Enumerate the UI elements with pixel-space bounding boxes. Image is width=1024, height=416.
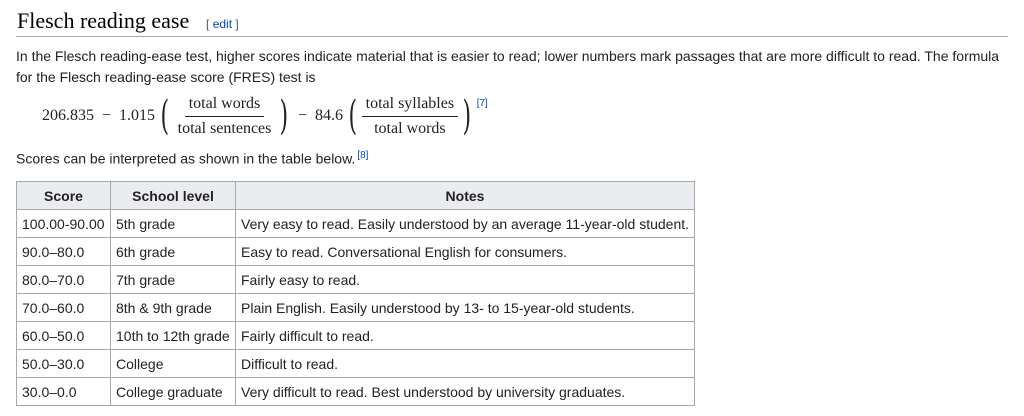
cell-notes: Difficult to read. — [236, 350, 695, 378]
edit-section — [206, 17, 239, 31]
reference-link-8[interactable]: [8] — [357, 150, 369, 161]
formula-fraction-syllables-per-word — [362, 94, 458, 139]
fres-formula — [40, 90, 488, 142]
formula-coefficient-1: 1.015 — [119, 107, 156, 124]
section-heading — [16, 6, 1008, 37]
cell-score: 100.00-90.00 — [17, 210, 111, 238]
section-title: Flesch reading ease — [17, 8, 190, 33]
formula-open-paren-1: ( — [160, 93, 170, 139]
cell-score: 50.0–30.0 — [17, 350, 111, 378]
scores-table — [16, 181, 695, 406]
header-school-level[interactable]: School level — [111, 182, 236, 210]
header-score[interactable]: Score — [17, 182, 111, 210]
formula-numerator-2: total syllables — [362, 94, 458, 117]
header-notes[interactable]: Notes — [236, 182, 695, 210]
table-row — [17, 322, 695, 350]
table-row — [17, 294, 695, 322]
formula-denominator-1: total sentences — [177, 119, 272, 137]
cell-notes: Plain English. Easily understood by 13- to 15-year-old students. — [236, 294, 695, 322]
table-row — [17, 210, 695, 238]
formula-numerator-1: total words — [185, 94, 265, 117]
cell-score: 80.0–70.0 — [17, 266, 111, 294]
cell-score: 90.0–80.0 — [17, 238, 111, 266]
formula-minus-2: − — [298, 107, 308, 124]
cell-school-level: 6th grade — [111, 238, 236, 266]
edit-bracket-close: ] — [235, 17, 239, 31]
scores-text: Scores can be interpreted as shown in the table below. — [16, 150, 356, 167]
cell-score: 70.0–60.0 — [17, 294, 111, 322]
table-row — [17, 238, 695, 266]
formula-coefficient-2: 84.6 — [315, 107, 344, 124]
formula-fraction-words-per-sentence — [174, 94, 276, 139]
cell-score: 30.0–0.0 — [17, 378, 111, 406]
cell-notes: Very easy to read. Easily understood by an average 11-year-old student. — [236, 210, 695, 238]
cell-notes: Fairly easy to read. — [236, 266, 695, 294]
edit-link[interactable]: edit — [212, 17, 233, 31]
edit-bracket-open: [ — [206, 17, 210, 31]
cell-school-level: 10th to 12th grade — [111, 322, 236, 350]
formula-close-paren-2: ) — [462, 93, 472, 139]
intro-paragraph: In the Flesch reading-ease test, higher scores indicate material that is easier to read; lower numbers mark passages that are more difficult to read. The formula for the Flesch reading-ease score (FRES) test is — [16, 48, 1000, 85]
reference-link-7[interactable]: [7] — [476, 98, 488, 109]
formula-minus-1: − — [102, 107, 112, 124]
table-header-row — [17, 182, 695, 210]
scores-paragraph — [16, 145, 368, 170]
formula-denominator-2: total words — [374, 119, 446, 137]
cell-notes: Easy to read. Conversational English for consumers. — [236, 238, 695, 266]
formula-constant: 206.835 — [42, 107, 94, 124]
cell-school-level: 7th grade — [111, 266, 236, 294]
cell-school-level: College — [111, 350, 236, 378]
cell-school-level: 5th grade — [111, 210, 236, 238]
cell-notes: Fairly difficult to read. — [236, 322, 695, 350]
formula-close-paren-1: ) — [279, 93, 289, 139]
table-row — [17, 266, 695, 294]
cell-notes: Very difficult to read. Best understood by university graduates. — [236, 378, 695, 406]
formula-open-paren-2: ( — [348, 93, 358, 139]
cell-score: 60.0–50.0 — [17, 322, 111, 350]
table-row — [17, 350, 695, 378]
table-row — [17, 378, 695, 406]
cell-school-level: College graduate — [111, 378, 236, 406]
cell-school-level: 8th & 9th grade — [111, 294, 236, 322]
